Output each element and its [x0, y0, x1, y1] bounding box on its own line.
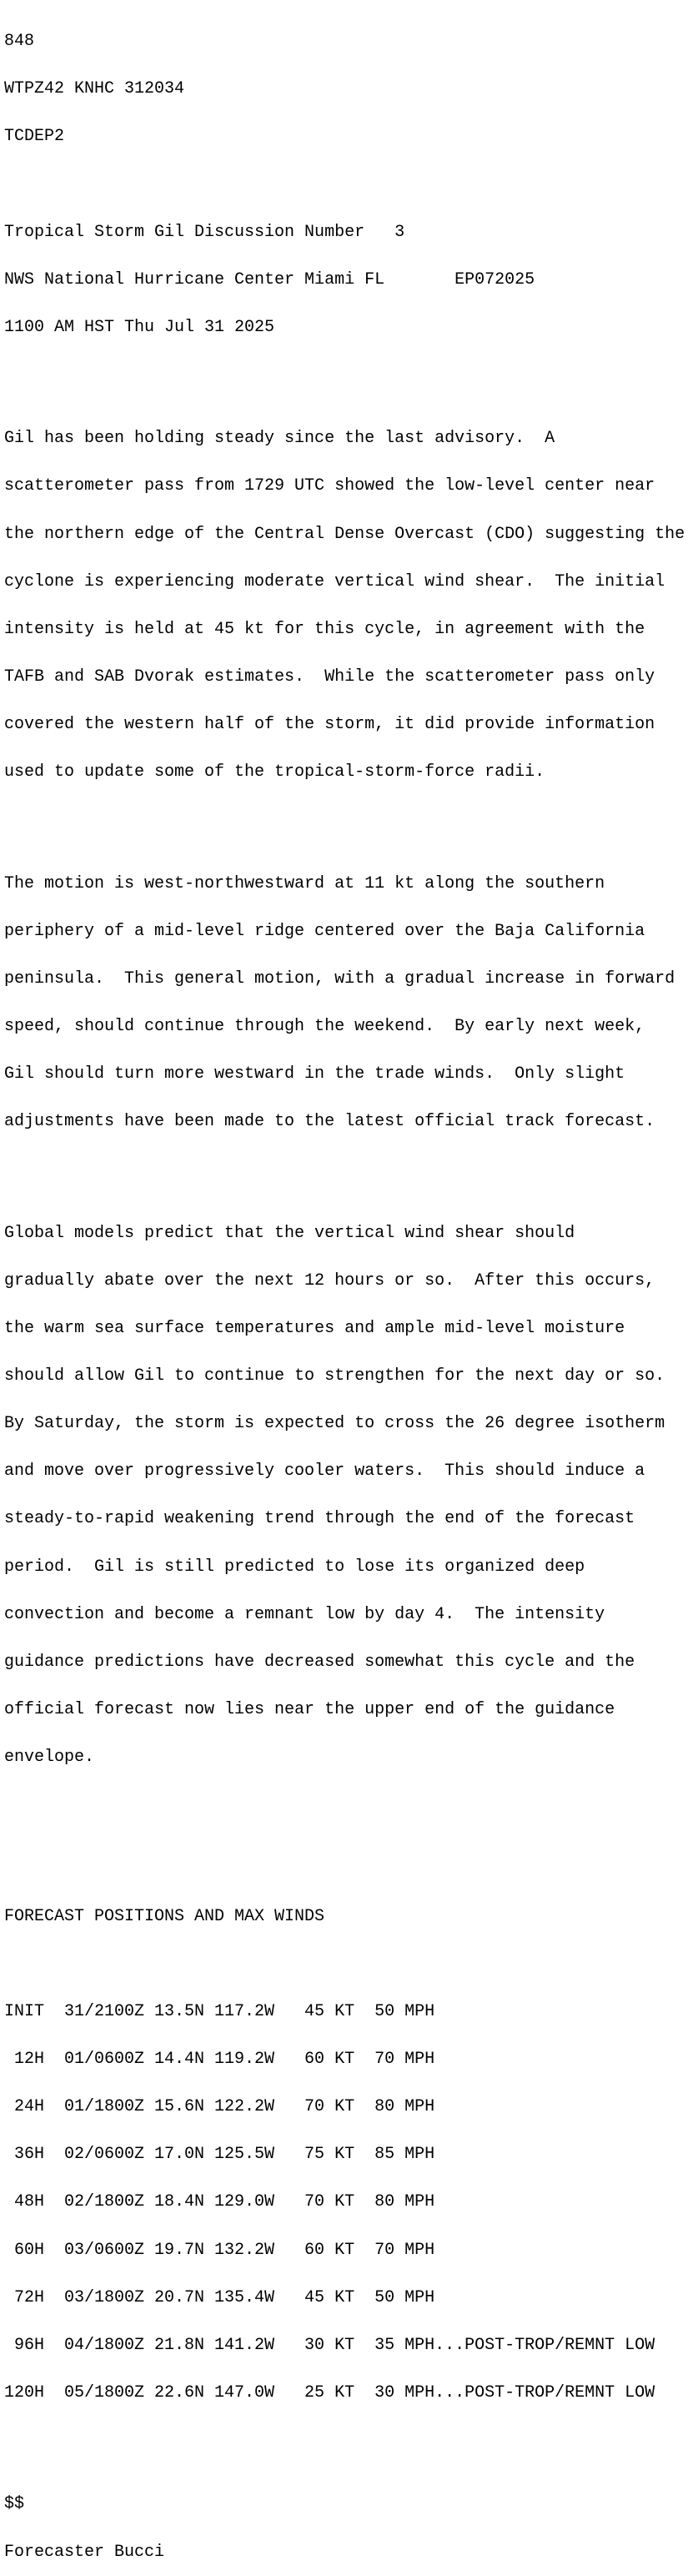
discussion-text — [4, 2, 685, 2576]
forecast-row: 96H 04/1800Z 21.8N 141.2W 30 KT 35 MPH...POST-TROP/REMNT LOW — [4, 2335, 655, 2355]
paragraph-2-line: Gil should turn more westward in the trade winds. Only slight — [4, 1064, 625, 1084]
forecast-row: 72H 03/1800Z 20.7N 135.4W 45 KT 50 MPH — [4, 2287, 435, 2307]
forecast-row: INIT 31/2100Z 13.5N 117.2W 45 KT 50 MPH — [4, 2001, 435, 2021]
blank-line — [4, 1161, 685, 1177]
blank-line — [4, 1797, 685, 1813]
paragraph-3-line: and move over progressively cooler waters. This should induce a — [4, 1462, 645, 1482]
paragraph-3-line: Global models predict that the vertical wind shear should — [4, 1223, 575, 1243]
blank-line — [4, 2433, 685, 2448]
product-id: 848 — [4, 32, 35, 52]
paragraph-1-line: scatterometer pass from 1729 UTC showed the low-level center near — [4, 476, 655, 496]
forecast-heading: FORECAST POSITIONS AND MAX WINDS — [4, 1906, 325, 1926]
paragraph-3-line: should allow Gil to continue to strengthen for the next day or so. — [4, 1366, 665, 1386]
paragraph-3-line: period. Gil is still predicted to lose its organized deep — [4, 1557, 585, 1577]
paragraph-3-line: official forecast now lies near the upper end of the guidance — [4, 1700, 615, 1720]
blank-line — [4, 1844, 685, 1860]
forecast-row: 24H 01/1800Z 15.6N 122.2W 70 KT 80 MPH — [4, 2097, 435, 2117]
blank-line — [4, 177, 685, 193]
forecast-row: 12H 01/0600Z 14.4N 119.2W 60 KT 70 MPH — [4, 2050, 435, 2070]
paragraph-2-line: adjustments have been made to the latest official track forecast. — [4, 1112, 655, 1132]
paragraph-3-line: the warm sea surface temperatures and ample mid-level moisture — [4, 1318, 625, 1338]
paragraph-3-line: steady-to-rapid weakening trend through the end of the forecast — [4, 1509, 635, 1529]
paragraph-3-line: By Saturday, the storm is expected to cross the 26 degree isotherm — [4, 1414, 665, 1434]
forecast-row: 60H 03/0600Z 19.7N 132.2W 60 KT 70 MPH — [4, 2240, 435, 2260]
paragraph-1-line: TAFB and SAB Dvorak estimates. While the scatterometer pass only — [4, 667, 655, 687]
paragraph-1-line: the northern edge of the Central Dense Overcast (CDO) suggesting the — [4, 524, 685, 544]
issuing-office: NWS National Hurricane Center Miami FL EP072025 — [4, 269, 535, 289]
forecast-row: 48H 02/1800Z 18.4N 129.0W 70 KT 80 MPH — [4, 2192, 435, 2212]
forecast-row: 120H 05/1800Z 22.6N 147.0W 25 KT 30 MPH...POST-TROP/REMNT LOW — [4, 2383, 655, 2403]
paragraph-2-line: The motion is west-northwestward at 11 kt along the southern — [4, 873, 605, 893]
paragraph-2-line: speed, should continue through the weekend. By early next week, — [4, 1017, 645, 1036]
blank-line — [4, 812, 685, 828]
blank-line — [4, 1956, 685, 1972]
paragraph-1-line: used to update some of the tropical-storm-force radii. — [4, 762, 545, 782]
paragraph-3-line: convection and become a remnant low by day 4. The intensity — [4, 1604, 605, 1624]
paragraph-1-line: intensity is held at 45 kt for this cycle, in agreement with the — [4, 619, 645, 639]
issue-time: 1100 AM HST Thu Jul 31 2025 — [4, 317, 275, 337]
forecast-row: 36H 02/0600Z 17.0N 125.5W 75 KT 85 MPH — [4, 2145, 435, 2165]
paragraph-1-line: covered the western half of the storm, it did provide information — [4, 715, 655, 735]
paragraph-1-line: Gil has been holding steady since the last advisory. A — [4, 429, 555, 449]
paragraph-1-line: cyclone is experiencing moderate vertical wind shear. The initial — [4, 571, 665, 591]
paragraph-3-line: gradually abate over the next 12 hours or so. After this occurs, — [4, 1270, 655, 1291]
forecaster-signature: Forecaster Bucci — [4, 2542, 165, 2562]
blank-line — [4, 367, 685, 383]
paragraph-2-line: periphery of a mid-level ridge centered over the Baja California — [4, 921, 645, 941]
paragraph-2-line: peninsula. This general motion, with a gradual increase in forward — [4, 969, 675, 989]
wmo-header: WTPZ42 KNHC 312034 — [4, 79, 185, 99]
awips-id: TCDEP2 — [4, 127, 65, 147]
end-marker: $$ — [4, 2494, 25, 2514]
paragraph-3-line: guidance predictions have decreased somewhat this cycle and the — [4, 1652, 635, 1672]
paragraph-3-line: envelope. — [4, 1748, 95, 1768]
discussion-title: Tropical Storm Gil Discussion Number 3 — [4, 222, 405, 242]
